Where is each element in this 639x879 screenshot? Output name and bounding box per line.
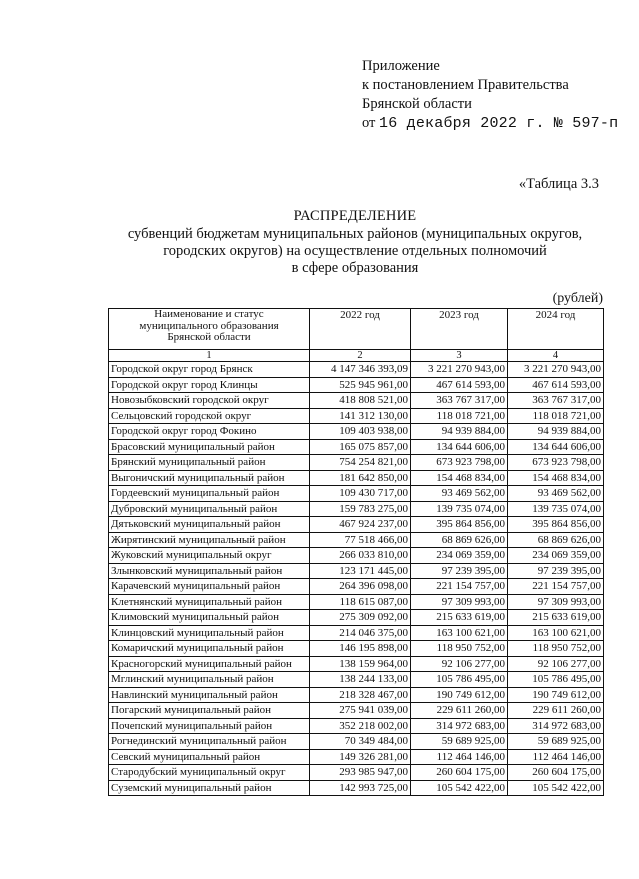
row-name: Жуковский муниципальный округ (109, 548, 310, 564)
subventions-table (108, 308, 604, 796)
row-value-2024: 118 950 752,00 (508, 641, 604, 657)
row-value-2024: 363 767 317,00 (508, 393, 604, 409)
row-value-2023: 68 869 626,00 (411, 532, 508, 548)
row-value-2024: 59 689 925,00 (508, 734, 604, 750)
row-name: Городской округ город Фокино (109, 424, 310, 440)
row-value-2023: 59 689 925,00 (411, 734, 508, 750)
table-row (109, 548, 604, 564)
document-title (100, 208, 610, 277)
row-value-2023: 93 469 562,00 (411, 486, 508, 502)
row-value-2024: 94 939 884,00 (508, 424, 604, 440)
appendix-line-resolution: к постановлением Правительства (362, 77, 569, 93)
row-value-2023: 395 864 856,00 (411, 517, 508, 533)
row-value-2024: 93 469 562,00 (508, 486, 604, 502)
row-value-2024: 105 786 495,00 (508, 672, 604, 688)
row-value-2022: 4 147 346 393,09 (310, 362, 411, 378)
row-value-2022: 77 518 466,00 (310, 532, 411, 548)
row-value-2022: 275 309 092,00 (310, 610, 411, 626)
row-name: Гордеевский муниципальный район (109, 486, 310, 502)
row-name: Севский муниципальный район (109, 749, 310, 765)
row-value-2024: 190 749 612,00 (508, 687, 604, 703)
row-name: Комаричский муниципальный район (109, 641, 310, 657)
column-number: 3 (411, 350, 508, 362)
row-name: Городской округ город Брянск (109, 362, 310, 378)
row-value-2023: 92 106 277,00 (411, 656, 508, 672)
row-value-2022: 109 430 717,00 (310, 486, 411, 502)
appendix-date-line (362, 114, 618, 133)
row-value-2022: 141 312 130,00 (310, 408, 411, 424)
row-value-2024: 97 239 395,00 (508, 563, 604, 579)
appendix-block (362, 57, 618, 133)
column-number: 2 (310, 350, 411, 362)
row-value-2023: 118 950 752,00 (411, 641, 508, 657)
row-value-2023: 467 614 593,00 (411, 377, 508, 393)
row-value-2024: 467 614 593,00 (508, 377, 604, 393)
table-row (109, 362, 604, 378)
table-row (109, 470, 604, 486)
row-value-2024: 395 864 856,00 (508, 517, 604, 533)
appendix-date-stamp: 16 декабря 2022 г. № 597-п (379, 115, 619, 132)
row-name: Выгоничский муниципальный район (109, 470, 310, 486)
row-value-2022: 146 195 898,00 (310, 641, 411, 657)
row-value-2024: 215 633 619,00 (508, 610, 604, 626)
table-row (109, 439, 604, 455)
row-value-2023: 673 923 798,00 (411, 455, 508, 471)
row-name: Городской округ город Клинцы (109, 377, 310, 393)
table-header-row (109, 309, 604, 350)
row-value-2024: 673 923 798,00 (508, 455, 604, 471)
table-row (109, 625, 604, 641)
row-value-2023: 97 309 993,00 (411, 594, 508, 610)
row-name: Дятьковский муниципальный район (109, 517, 310, 533)
row-value-2024: 139 735 074,00 (508, 501, 604, 517)
table-row (109, 455, 604, 471)
appendix-title: Приложение (362, 58, 440, 74)
units-label: (рублей) (552, 291, 603, 306)
table-row (109, 486, 604, 502)
row-value-2023: 94 939 884,00 (411, 424, 508, 440)
row-name: Новозыбковский городской округ (109, 393, 310, 409)
row-value-2022: 525 945 961,00 (310, 377, 411, 393)
table-row (109, 532, 604, 548)
row-value-2022: 138 159 964,00 (310, 656, 411, 672)
table-row (109, 641, 604, 657)
row-value-2022: 218 328 467,00 (310, 687, 411, 703)
row-name: Брасовский муниципальный район (109, 439, 310, 455)
row-value-2022: 159 783 275,00 (310, 501, 411, 517)
row-value-2024: 134 644 606,00 (508, 439, 604, 455)
header-name-line-2: муниципального образования (139, 319, 279, 332)
table-row (109, 424, 604, 440)
row-value-2023: 260 604 175,00 (411, 765, 508, 781)
row-value-2024: 92 106 277,00 (508, 656, 604, 672)
table-row (109, 408, 604, 424)
table-row (109, 501, 604, 517)
row-value-2024: 229 611 260,00 (508, 703, 604, 719)
row-name: Климовский муниципальный район (109, 610, 310, 626)
row-value-2022: 138 244 133,00 (310, 672, 411, 688)
table-row (109, 703, 604, 719)
row-value-2024: 97 309 993,00 (508, 594, 604, 610)
row-value-2022: 293 985 947,00 (310, 765, 411, 781)
row-value-2023: 112 464 146,00 (411, 749, 508, 765)
table-row (109, 594, 604, 610)
table-row (109, 687, 604, 703)
table-row (109, 780, 604, 796)
row-value-2024: 112 464 146,00 (508, 749, 604, 765)
header-2023: 2023 год (411, 309, 508, 350)
table-row (109, 610, 604, 626)
row-value-2022: 266 033 810,00 (310, 548, 411, 564)
row-value-2022: 123 171 445,00 (310, 563, 411, 579)
row-name: Жирятинский муниципальный район (109, 532, 310, 548)
row-value-2022: 165 075 857,00 (310, 439, 411, 455)
header-name-line-1: Наименование и статус (154, 308, 264, 320)
table-row (109, 749, 604, 765)
row-value-2023: 3 221 270 943,00 (411, 362, 508, 378)
title-line-2: городских округов) на осуществление отдельных полномочий (163, 243, 547, 259)
header-2022: 2022 год (310, 309, 411, 350)
row-value-2023: 234 069 359,00 (411, 548, 508, 564)
title-heading: РАСПРЕДЕЛЕНИЕ (293, 208, 417, 224)
row-value-2022: 275 941 039,00 (310, 703, 411, 719)
table-row (109, 579, 604, 595)
row-value-2024: 154 468 834,00 (508, 470, 604, 486)
table-row (109, 672, 604, 688)
row-name: Карачевский муниципальный район (109, 579, 310, 595)
table-row (109, 517, 604, 533)
row-value-2022: 264 396 098,00 (310, 579, 411, 595)
row-name: Навлинский муниципальный район (109, 687, 310, 703)
row-value-2022: 142 993 725,00 (310, 780, 411, 796)
row-name: Брянский муниципальный район (109, 455, 310, 471)
row-name: Красногорский муниципальный район (109, 656, 310, 672)
row-value-2022: 214 046 375,00 (310, 625, 411, 641)
row-value-2023: 215 633 619,00 (411, 610, 508, 626)
row-value-2022: 754 254 821,00 (310, 455, 411, 471)
table-label: «Таблица 3.3 (518, 176, 599, 192)
row-value-2024: 221 154 757,00 (508, 579, 604, 595)
row-name: Рогнединский муниципальный район (109, 734, 310, 750)
row-value-2022: 70 349 484,00 (310, 734, 411, 750)
row-value-2024: 314 972 683,00 (508, 718, 604, 734)
row-value-2023: 134 644 606,00 (411, 439, 508, 455)
row-name: Стародубский муниципальный округ (109, 765, 310, 781)
row-value-2023: 105 542 422,00 (411, 780, 508, 796)
table-row (109, 393, 604, 409)
row-value-2024: 234 069 359,00 (508, 548, 604, 564)
row-value-2023: 363 767 317,00 (411, 393, 508, 409)
row-value-2022: 149 326 281,00 (310, 749, 411, 765)
row-value-2022: 467 924 237,00 (310, 517, 411, 533)
table-row (109, 765, 604, 781)
row-value-2023: 154 468 834,00 (411, 470, 508, 486)
row-value-2022: 118 615 087,00 (310, 594, 411, 610)
row-value-2023: 97 239 395,00 (411, 563, 508, 579)
row-value-2022: 352 218 002,00 (310, 718, 411, 734)
row-name: Почепский муниципальный район (109, 718, 310, 734)
row-value-2022: 181 642 850,00 (310, 470, 411, 486)
title-line-1: субвенций бюджетам муниципальных районов (муниципальных округов, (127, 226, 583, 242)
title-line-3: в сфере образования (291, 260, 419, 276)
row-name: Дубровский муниципальный район (109, 501, 310, 517)
table-row (109, 377, 604, 393)
row-value-2023: 190 749 612,00 (411, 687, 508, 703)
row-value-2023: 118 018 721,00 (411, 408, 508, 424)
column-number: 1 (109, 350, 310, 362)
appendix-date-prefix: от (362, 115, 376, 131)
row-name: Сельцовский городской округ (109, 408, 310, 424)
row-value-2023: 314 972 683,00 (411, 718, 508, 734)
row-value-2023: 229 611 260,00 (411, 703, 508, 719)
row-value-2023: 105 786 495,00 (411, 672, 508, 688)
row-value-2024: 163 100 621,00 (508, 625, 604, 641)
table-row (109, 656, 604, 672)
column-number: 4 (508, 350, 604, 362)
table-row (109, 563, 604, 579)
table-row (109, 734, 604, 750)
row-value-2022: 109 403 938,00 (310, 424, 411, 440)
row-value-2024: 260 604 175,00 (508, 765, 604, 781)
header-2024: 2024 год (508, 309, 604, 350)
appendix-line-region: Брянской области (362, 96, 472, 112)
row-value-2024: 68 869 626,00 (508, 532, 604, 548)
row-name: Суземский муниципальный район (109, 780, 310, 796)
row-value-2023: 163 100 621,00 (411, 625, 508, 641)
table-row (109, 718, 604, 734)
row-name: Клетнянский муниципальный район (109, 594, 310, 610)
row-value-2024: 3 221 270 943,00 (508, 362, 604, 378)
row-name: Погарский муниципальный район (109, 703, 310, 719)
row-name: Клинцовский муниципальный район (109, 625, 310, 641)
column-number-row (109, 350, 604, 362)
row-value-2022: 418 808 521,00 (310, 393, 411, 409)
header-name-line-3: Брянской области (167, 331, 251, 343)
row-value-2024: 118 018 721,00 (508, 408, 604, 424)
row-value-2023: 139 735 074,00 (411, 501, 508, 517)
row-value-2024: 105 542 422,00 (508, 780, 604, 796)
row-name: Мглинский муниципальный район (109, 672, 310, 688)
header-name (109, 309, 310, 350)
row-value-2023: 221 154 757,00 (411, 579, 508, 595)
row-name: Злынковский муниципальный район (109, 563, 310, 579)
